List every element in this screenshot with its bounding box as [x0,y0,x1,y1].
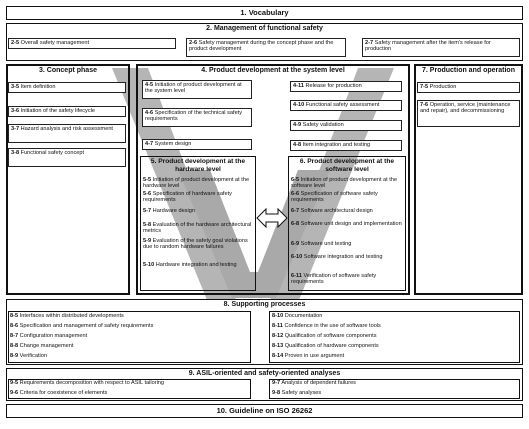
vocabulary-title: 1. Vocabulary [240,8,289,17]
item-6-9: 6-9 Software unit testing [291,241,352,247]
item-5-8: 5-8 Evaluation of the hardware architectural metrics [143,222,252,235]
item-8-9: 8-9 Verification [10,353,48,359]
production-title: 7. Production and operation [422,67,515,74]
item-9-8: 9-8 Safety analyses [272,390,322,396]
vocabulary-band [6,6,523,20]
item-8-12: 8-12 Qualification of software components [272,333,377,339]
item-6-11: 6-11 Verification of software safety requirements [291,273,377,286]
item-7-6: 7-6 Operation, service (maintenance and repair), and decommissioning [417,100,520,127]
item-8-14: 8-14 Proven in use argument [272,353,345,359]
software-level-title: 6. Product development at the software level [299,158,395,173]
item-text: Overall safety management [20,40,90,46]
item-5-9: 5-9 Evaluation of the safety goal violations due to random hardware failures [143,238,248,251]
item-text: Safety management during the concept phase and the product development [189,40,334,53]
item-8-11: 8-11 Confidence in the use of software tools [272,323,381,329]
item-8-10: 8-10 Documentation [272,313,323,319]
item-4-7: 4-7 System design [142,139,252,150]
item-2-6 [186,38,346,57]
item-number: 2-6 [189,40,198,46]
item-2-7 [362,38,520,57]
item-6-7: 6-7 Software architectural design [291,208,373,214]
item-4-8: 4-8 Item integration and testing [290,140,402,151]
production-section [414,64,523,295]
item-5-6: 5-6 Specification of hardware safety requirements [143,191,232,204]
item-3-7: 3-7 Hazard analysis and risk assessment [8,124,126,143]
item-7-5: 7-5 Production [417,82,520,93]
concept-phase-title: 3. Concept phase [39,67,97,74]
hardware-level-title: 5. Product development at the hardware level [150,158,246,173]
system-level-title: 4. Product development at the system level [201,67,345,74]
item-4-10: 4-10 Functional safety assessment [290,100,402,111]
item-4-5: 4-5 Initiation of product development at the system level [142,80,252,99]
item-3-8: 3-8 Functional safety concept [8,148,126,167]
item-5-7: 5-7 Hardware design [143,208,195,214]
item-6-6: 6-6 Specification of software safety requirements [291,191,378,204]
hw-sw-interaction-arrow-icon [256,206,288,230]
item-number: 2-7 [365,40,374,46]
item-9-5: 9-5 Requirements decomposition with respect to ASIL tailoring [10,380,165,386]
item-6-5: 6-5 Initiation of product development at the software level [291,177,398,190]
item-8-8: 8-8 Change management [10,343,74,349]
item-9-6: 9-6 Criteria for coexistence of elements [10,390,108,396]
item-8-5: 8-5 Interfaces within distributed developments [10,313,124,319]
item-3-6: 3-6 Initiation of the safety lifecycle [8,106,126,117]
supporting-processes-title: 8. Supporting processes [223,301,306,308]
item-9-7: 9-7 Analysis of dependent failures [272,380,356,386]
item-2-5 [8,38,176,49]
guideline-band [6,404,523,418]
item-4-9: 4-9 Safety validation [290,120,402,131]
item-3-5: 3-5 Item definition [8,82,126,93]
item-5-5: 5-5 Initiation of product development at the hardware level [143,177,250,190]
item-4-6: 4-6 Specification of the technical safety requirements [142,108,252,127]
asil-analyses-title: 9. ASIL-oriented and safety-oriented analyses [188,370,341,377]
item-8-13: 8-13 Qualification of hardware components [272,343,379,349]
item-8-6: 8-6 Specification and management of safety requirements [10,323,154,329]
item-text: Safety management after the item's release for production [365,40,491,53]
item-5-10: 5-10 Hardware integration and testing [143,262,237,268]
item-4-11: 4-11 Release for production [290,81,402,92]
item-6-8: 6-8 Software unit design and implementation [291,221,402,227]
item-number: 2-5 [11,40,20,46]
concept-phase-section [6,64,130,295]
guideline-title: 10. Guideline on ISO 26262 [216,406,313,415]
management-title: 2. Management of functional safety [206,25,323,32]
item-8-7: 8-7 Configuration management [10,333,88,339]
item-6-10: 6-10 Software integration and testing [291,254,383,260]
